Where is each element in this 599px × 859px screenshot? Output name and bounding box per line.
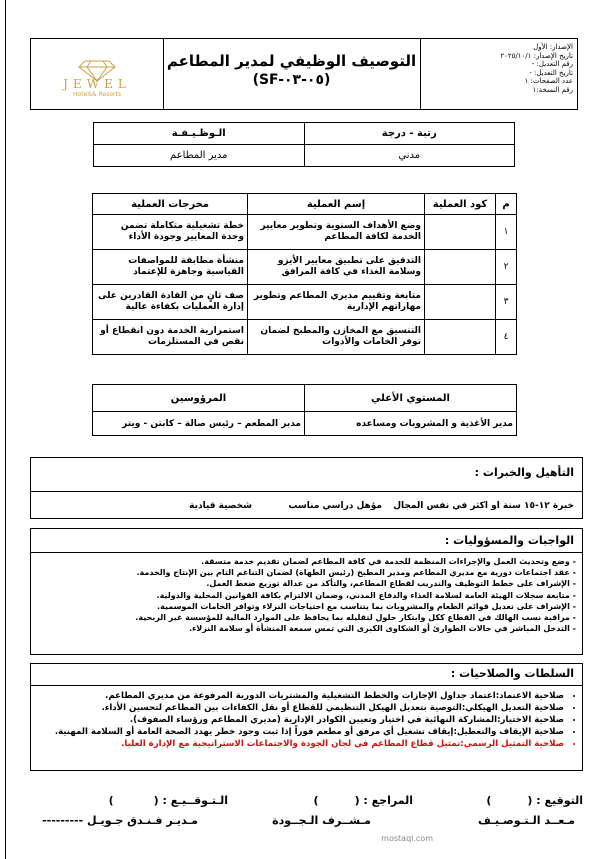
- authority-item: [31, 738, 564, 750]
- meta-line: رقم النسخة:١: [532, 85, 573, 94]
- duties-list: [31, 556, 582, 634]
- document-title: التوصيف الوظيفي لمدير المطاعم: [166, 52, 417, 70]
- authority-item: [31, 714, 564, 726]
- process-num: ٢: [496, 250, 517, 285]
- signer-close: ): [108, 794, 114, 807]
- preparer-close: ): [486, 794, 492, 807]
- process-num: ٤: [496, 320, 517, 355]
- process-name: التدقيق على تطبيق معايير الأيزو وسلامة الغذاء في كافة المرافق: [248, 250, 425, 285]
- process-num-header: م: [496, 194, 517, 215]
- job-header: الـوظـيـفـة: [94, 123, 305, 145]
- signatures-area: [30, 790, 583, 850]
- process-code: [425, 250, 496, 285]
- process-num: ١: [496, 215, 517, 250]
- reviewer-label: المراجع : (: [354, 794, 413, 807]
- duty-item: - وضع وتحديث العمل والإجراءات المنظمة للخدمة في كافة المطاعم لضمان تقديم خدمة متسقة.: [31, 556, 576, 567]
- process-code: [425, 215, 496, 250]
- process-output: خطة تشغيلية متكاملة تضمن وحدة المعايير وجودة الأداء: [93, 215, 248, 250]
- upper-level-value: مدير الأغذية و المشروبات ومساعده: [305, 412, 517, 436]
- process-code: [425, 285, 496, 320]
- duty-item: - الإشراف على تعديل قوائم الطعام والمشروبات بما يتناسب مع احتياجات النزلاء وتوافر الخامات الموسمية.: [31, 601, 576, 612]
- duty-item: - عقد اجتماعات دورية مع مديري المطاعم ومدير المطبخ (رئيس الطهاة) لضمان التناغم التام بين الإنتاج والخدمة.: [31, 567, 576, 578]
- authority-label: صلاحية الاختيار:: [497, 715, 564, 725]
- reviewer-role: مـشــرف الـجــودة: [272, 814, 371, 827]
- authority-item: [31, 690, 564, 702]
- duties-list-area: [31, 552, 582, 654]
- authority-text: التوصية بتعديل الهيكل التنظيمي للقطاع أو نقل الكفاءات بين المطاعم لتحسين الأداء.: [101, 703, 462, 713]
- meta-line: رقم التعديل: -: [531, 60, 573, 69]
- qualification-item: شخصية قيادية: [189, 501, 252, 511]
- qualifications-title: التأهيل والخبرات :: [474, 466, 574, 479]
- process-name: وضع الأهداف السنوية وتطوير معايير الخدمة لكافة المطاعم: [248, 215, 425, 250]
- authority-label: صلاحية التعديل الهيكلي:: [461, 703, 564, 713]
- qualification-item: خبرة ١٢-١٥ سنة او اكثر في نفس المجال: [393, 501, 574, 511]
- table-row: [93, 250, 517, 285]
- authority-item: [31, 702, 564, 714]
- signer-label: الـتـوقــيـع : (: [153, 794, 228, 807]
- logo-cell: [31, 39, 164, 109]
- document-code: (SF-٠٥-٠٣): [252, 72, 331, 88]
- preparer-role: مـعــد الـتـوصـيـف: [477, 814, 575, 827]
- authority-text: المشاركة النهائية في اختيار وتعيين الكوادر الإدارية (مديري المطاعم ورؤساء الصفوف).: [129, 715, 498, 725]
- process-output-header: مخرجات العملية: [93, 194, 248, 215]
- rank-value: مدني: [304, 145, 515, 167]
- table-row: [93, 215, 517, 250]
- subordinates-value: مدير المطعم – رئيس صالة – كابتن - ويتر: [93, 412, 305, 436]
- authority-text: إيقاف تشغيل أي مرفق أو مطعم فوراً إذا ثبت وجود خطر يهدد الصحة العامة أو السلامة المهنية.: [54, 727, 454, 737]
- job-value: مدير المطاعم: [94, 145, 305, 167]
- preparer-label: التوقيع : (: [527, 794, 583, 807]
- job-table: [93, 122, 515, 167]
- rank-header: رتبة - درجة: [304, 123, 515, 145]
- authority-text: اعتماد جداول الإجازات والخطط التشغيلية والمشتريات الدورية المرفوعة من مديري المطاعم.: [105, 691, 496, 701]
- process-name: التنسيق مع المخازن والمطبخ لضمان توفر الخامات والأدوات: [248, 320, 425, 355]
- signer-role: مـديـر فـنـدق جـويـل ---------: [42, 814, 198, 827]
- authorities-list-area: [31, 685, 582, 770]
- logo-subtext: Hotels& Resorts: [73, 91, 121, 98]
- duties-title: الواجبات والمسؤوليات :: [444, 534, 574, 547]
- duties-box: [30, 528, 583, 655]
- process-code: [425, 320, 496, 355]
- authorities-list: [31, 690, 582, 750]
- authority-text: تمثيل قطاع المطاعم في لجان الجودة والاجتماعات الاستراتيجية مع الإدارة العليا.: [121, 739, 461, 749]
- duty-item: - مراقبة نسب الهالك في القطاع ككل وابتكار حلول لتقليله بما يحافظ على الموارد المالية للمؤسسة غير الربحية.: [31, 612, 576, 623]
- authorities-title: السلطات والصلاحيات :: [450, 667, 574, 680]
- meta-line: الإصدار: الأول: [533, 43, 573, 51]
- qualification-item: مؤهل دراسي مناسب: [288, 501, 382, 511]
- authority-label: صلاحية الإيقاف والتعطيل:: [453, 727, 564, 737]
- table-row: [93, 285, 517, 320]
- document-meta: [420, 39, 577, 109]
- upper-level-header: المستوي الأعلي: [305, 385, 517, 412]
- reviewer-signature: [314, 794, 413, 807]
- process-name-header: إسم العملية: [248, 194, 425, 215]
- watermark: mostaql.com: [381, 834, 433, 843]
- logo-text: JEWEL: [63, 77, 131, 91]
- subordinates-header: المرؤوسين: [93, 385, 305, 412]
- authority-item: [31, 726, 564, 738]
- process-output: منشأة مطابقة للمواصفات القياسية وجاهزة للإعتماد: [93, 250, 248, 285]
- process-output: استمرارية الخدمة دون انقطاع أو نقص في المستلزمات: [93, 320, 248, 355]
- authority-label: صلاحية الاعتماد:: [495, 691, 564, 701]
- left-border-line: [5, 0, 6, 859]
- duty-item: - متابعة سجلات الهيئة العامة لسلامة الغذاء والدفاع المدني، وضمان الالتزام بكافة القوانين المحلية والدولية.: [31, 590, 576, 601]
- authorities-box: [30, 663, 583, 771]
- process-code-header: كود العملية: [425, 194, 496, 215]
- jewel-logo-icon: [31, 39, 163, 109]
- process-num: ٣: [496, 285, 517, 320]
- authority-label: صلاحية التمثيل الرسمي:: [460, 739, 564, 749]
- reviewer-close: ): [313, 794, 319, 807]
- signer-signature: [109, 794, 228, 807]
- meta-line: عدد الصفحات: ١: [524, 77, 573, 86]
- table-row: [93, 320, 517, 355]
- document-header: [30, 38, 578, 110]
- preparer-signature: [486, 794, 583, 807]
- qualifications-row: [31, 491, 582, 519]
- qualifications-box: [30, 457, 583, 519]
- process-name: متابعة وتقييم مديري المطاعم وتطوير مهاراتهم الإدارية: [248, 285, 425, 320]
- title-cell: [163, 39, 421, 109]
- process-table: [92, 193, 517, 355]
- relations-table: [92, 384, 517, 436]
- duty-item: - التدخل المباشر في حالات الطوارئ أو الشكاوى الكبرى التي تمس سمعة المنشأة أو سلامة النزلاء.: [31, 623, 576, 634]
- meta-line: تاريخ التعديل: -: [529, 68, 573, 77]
- process-output: صف ثانٍ من القادة القادرين على إدارة العمليات بكفاءة عالية: [93, 285, 248, 320]
- meta-line: تاريخ الإصدار: ٢٠٢٥/١٠/١: [500, 51, 573, 60]
- duty-item: - الإشراف على خطط التوظيف والتدريب لقطاع المطاعم، والتأكد من عدالة توزيع ضغط العمل.: [31, 578, 576, 589]
